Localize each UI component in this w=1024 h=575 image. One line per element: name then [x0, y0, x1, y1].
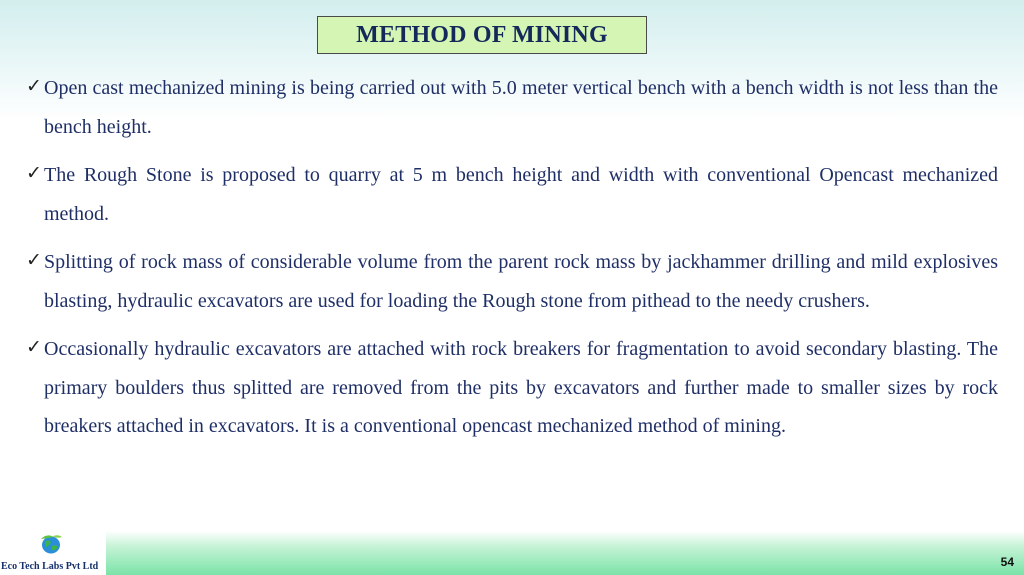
bullet-item	[26, 243, 998, 320]
company-logo	[0, 531, 106, 575]
globe-leaf-icon	[38, 533, 64, 555]
checkmark-icon: ✓	[26, 162, 42, 184]
checkmark-icon: ✓	[26, 336, 42, 358]
bullet-list	[26, 69, 998, 456]
bullet-item	[26, 156, 998, 233]
page-number: 54	[1000, 555, 1014, 569]
slide-title: METHOD OF MINING	[356, 21, 608, 48]
company-name: Eco Tech Labs Pvt Ltd	[1, 561, 99, 572]
title-box	[317, 16, 647, 54]
footer-bar	[0, 531, 1024, 575]
bullet-item	[26, 69, 998, 146]
bullet-text: Splitting of rock mass of considerable volume from the parent rock mass by jackhammer drilling and mild explosives blasting, hydraulic excavators are used for loading the Rough stone from pithead to the needy crushers.	[44, 251, 998, 312]
bullet-item	[26, 330, 998, 446]
bullet-text: The Rough Stone is proposed to quarry at 5 m bench height and width with conventional Opencast mechanized method.	[44, 164, 998, 225]
checkmark-icon: ✓	[26, 75, 42, 97]
checkmark-icon: ✓	[26, 249, 42, 271]
bullet-text: Open cast mechanized mining is being carried out with 5.0 meter vertical bench with a bench width is not less than the bench height.	[44, 77, 998, 138]
bullet-text: Occasionally hydraulic excavators are attached with rock breakers for fragmentation to avoid secondary blasting. The primary boulders thus splitted are removed from the pits by excavators and further made to smaller sizes by rock breakers attached in excavators. It is a conventional opencast mechanized method of mining.	[44, 338, 998, 437]
